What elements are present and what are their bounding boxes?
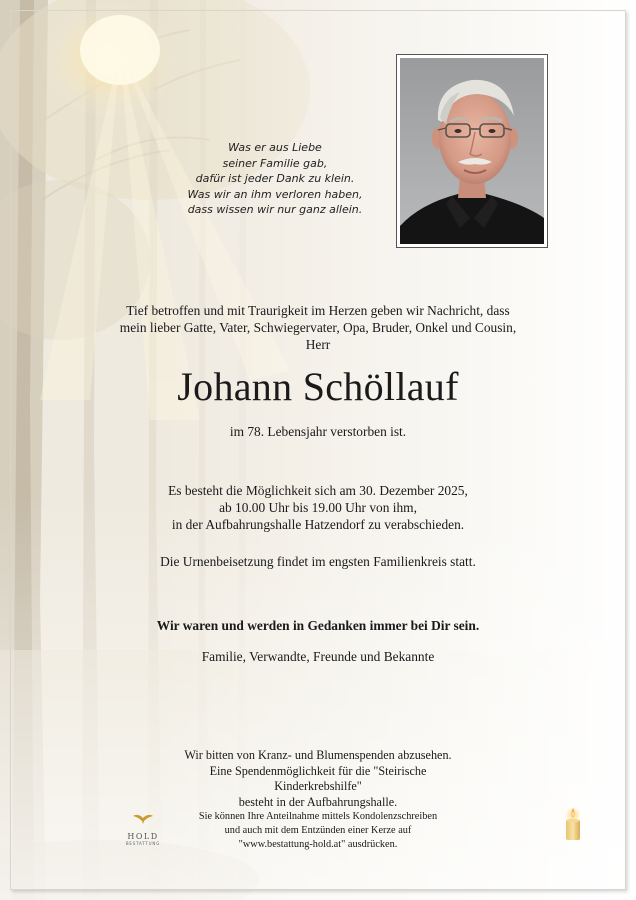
announcement-intro: [110, 302, 526, 353]
deceased-age-text: im 78. Lebensjahr verstorben ist.: [229, 424, 407, 439]
intro-line: mein lieber Gatte, Vater, Schwiegervater, Opa, Bruder, Onkel und Cousin,: [119, 320, 517, 335]
condolence-line: und auch mit dem Entzünden einer Kerze auf: [224, 825, 412, 836]
donation-info: [168, 748, 468, 810]
logo-subtitle: BESTATTUNG: [125, 841, 161, 846]
burial-info: Die Urnenbeisetzung findet im engsten Familienkreis statt.: [160, 554, 476, 569]
donation-line: Wir bitten von Kranz- und Blumenspenden abzusehen.: [184, 748, 452, 762]
hold-bird-logo-icon: [131, 812, 155, 826]
condolence-info: [198, 810, 438, 852]
intro-line: Tief betroffen und mit Traurigkeit im Herzen geben wir Nachricht, dass: [126, 303, 510, 318]
poem-line: Was er aus Liebe: [228, 141, 322, 154]
viewing-info: [118, 482, 518, 533]
viewing-line: ab 10.00 Uhr bis 19.00 Uhr von ihm,: [219, 500, 417, 515]
logo-name: HOLD: [127, 832, 159, 841]
poem-line: Was wir an ihm verloren haben,: [187, 187, 363, 201]
poem-line: dass wissen wir nur ganz allein.: [187, 203, 363, 216]
poem-line: dafür ist jeder Dank zu klein.: [195, 172, 355, 185]
condolence-line: Sie können Ihre Anteilnahme mittels Kondolenzschreiben: [198, 811, 438, 822]
funeral-home-logo: [118, 812, 168, 846]
poem-line: seiner Familie gab,: [222, 156, 328, 170]
donation-line: besteht in der Aufbahrungshalle.: [238, 794, 398, 809]
donation-line: Eine Spendenmöglichkeit für die "Steirische Kinderkrebshilfe": [209, 763, 427, 793]
deceased-name: Johann Schöllauf: [177, 364, 459, 409]
condolence-line: "www.bestattung-hold.at" ausdrücken.: [238, 839, 398, 850]
portrait-photo: [396, 54, 548, 248]
memorial-poem: [160, 140, 390, 218]
viewing-line: in der Aufbahrungshalle Hatzendorf zu verabschieden.: [171, 517, 465, 532]
intro-line: Herr: [305, 337, 331, 352]
viewing-line: Es besteht die Möglichkeit sich am 30. Dezember 2025,: [168, 483, 468, 498]
memorial-motto: Wir waren und werden in Gedanken immer bei Dir sein.: [156, 618, 480, 633]
candle-icon: [562, 806, 584, 842]
portrait-image: [400, 58, 544, 244]
mourners-list: Familie, Verwandte, Freunde und Bekannte: [201, 649, 435, 664]
